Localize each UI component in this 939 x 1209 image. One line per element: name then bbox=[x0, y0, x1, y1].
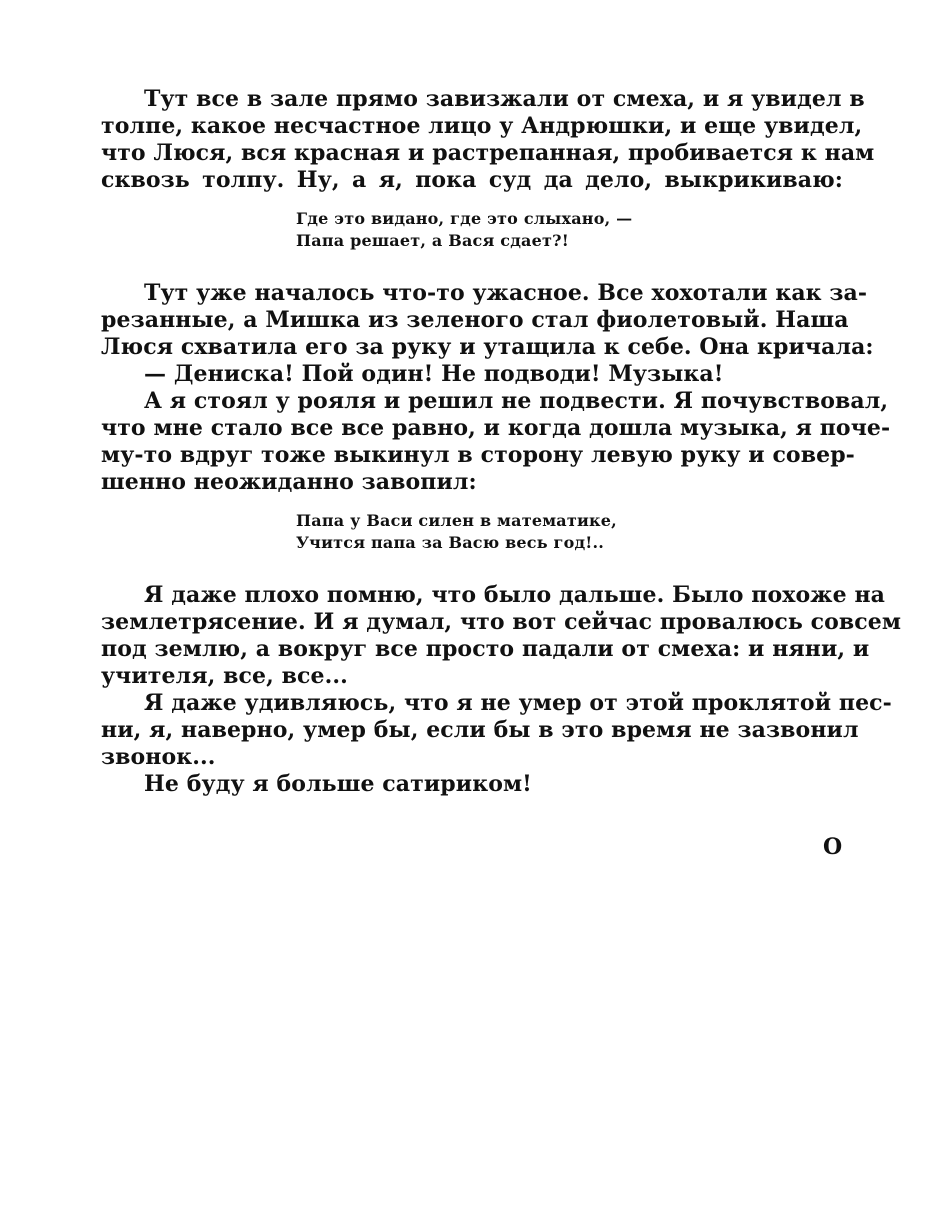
text-line: сквозь толпу. Ну, а я, пока суд да дело, выкрикиваю: bbox=[101, 167, 843, 193]
paragraph-2 bbox=[101, 280, 874, 361]
text-line: Я даже удивляюсь, что я не умер от этой проклятой пес- bbox=[144, 690, 892, 716]
verse-line: Папа у Васи силен в математике, bbox=[296, 511, 617, 530]
text-line: что Люся, вся красная и растрепанная, пробивается к нам bbox=[101, 140, 875, 166]
text-line: резанные, а Мишка из зеленого стал фиолетовый. Наша bbox=[101, 307, 849, 333]
story-page bbox=[101, 86, 902, 798]
text-line: шенно неожиданно завопил: bbox=[101, 469, 477, 495]
end-mark: O bbox=[823, 834, 843, 860]
verse-line: Где это видано, где это слыхано, — bbox=[296, 209, 633, 228]
text-line: Тут уже началось что-то ужасное. Все хохотали как за- bbox=[144, 280, 868, 306]
text-line: Тут все в зале прямо завизжали от смеха, и я увидел в bbox=[144, 86, 865, 112]
text-line: под землю, а вокруг все просто падали от смеха: и няни, и bbox=[101, 636, 870, 662]
text-line: — Дениска! Пой один! Не подводи! Музыка! bbox=[144, 361, 724, 387]
text-line: Я даже плохо помню, что было дальше. Было похоже на bbox=[144, 582, 886, 608]
paragraph-5 bbox=[101, 582, 902, 690]
verse-line: Папа решает, а Вася сдает?! bbox=[296, 231, 569, 250]
text-line: землетрясение. И я думал, что вот сейчас провалюсь совсем bbox=[101, 609, 902, 635]
text-line: звонок... bbox=[101, 744, 216, 770]
paragraph-3 bbox=[101, 361, 843, 388]
verse-1 bbox=[296, 208, 843, 252]
paragraph-1 bbox=[101, 86, 875, 194]
text-line: учителя, все, все... bbox=[101, 663, 348, 689]
paragraph-7 bbox=[101, 771, 843, 798]
paragraph-4 bbox=[101, 388, 891, 496]
paragraph-6 bbox=[101, 690, 892, 771]
text-line: Люся схватила его за руку и утащила к себе. Она кричала: bbox=[101, 334, 874, 360]
text-line: му-то вдруг тоже выкинул в сторону левую руку и совер- bbox=[101, 442, 855, 468]
text-line: что мне стало все все равно, и когда дошла музыка, я поче- bbox=[101, 415, 891, 441]
verse-2 bbox=[296, 510, 843, 554]
text-line: А я стоял у рояля и решил не подвести. Я почувствовал, bbox=[144, 388, 889, 414]
text-line: ни, я, наверно, умер бы, если бы в это время не зазвонил bbox=[101, 717, 859, 743]
text-line: Не буду я больше сатириком! bbox=[144, 771, 532, 797]
text-line: толпе, какое несчастное лицо у Андрюшки, и еще увидел, bbox=[101, 113, 863, 139]
verse-line: Учится папа за Васю весь год!.. bbox=[296, 533, 605, 552]
